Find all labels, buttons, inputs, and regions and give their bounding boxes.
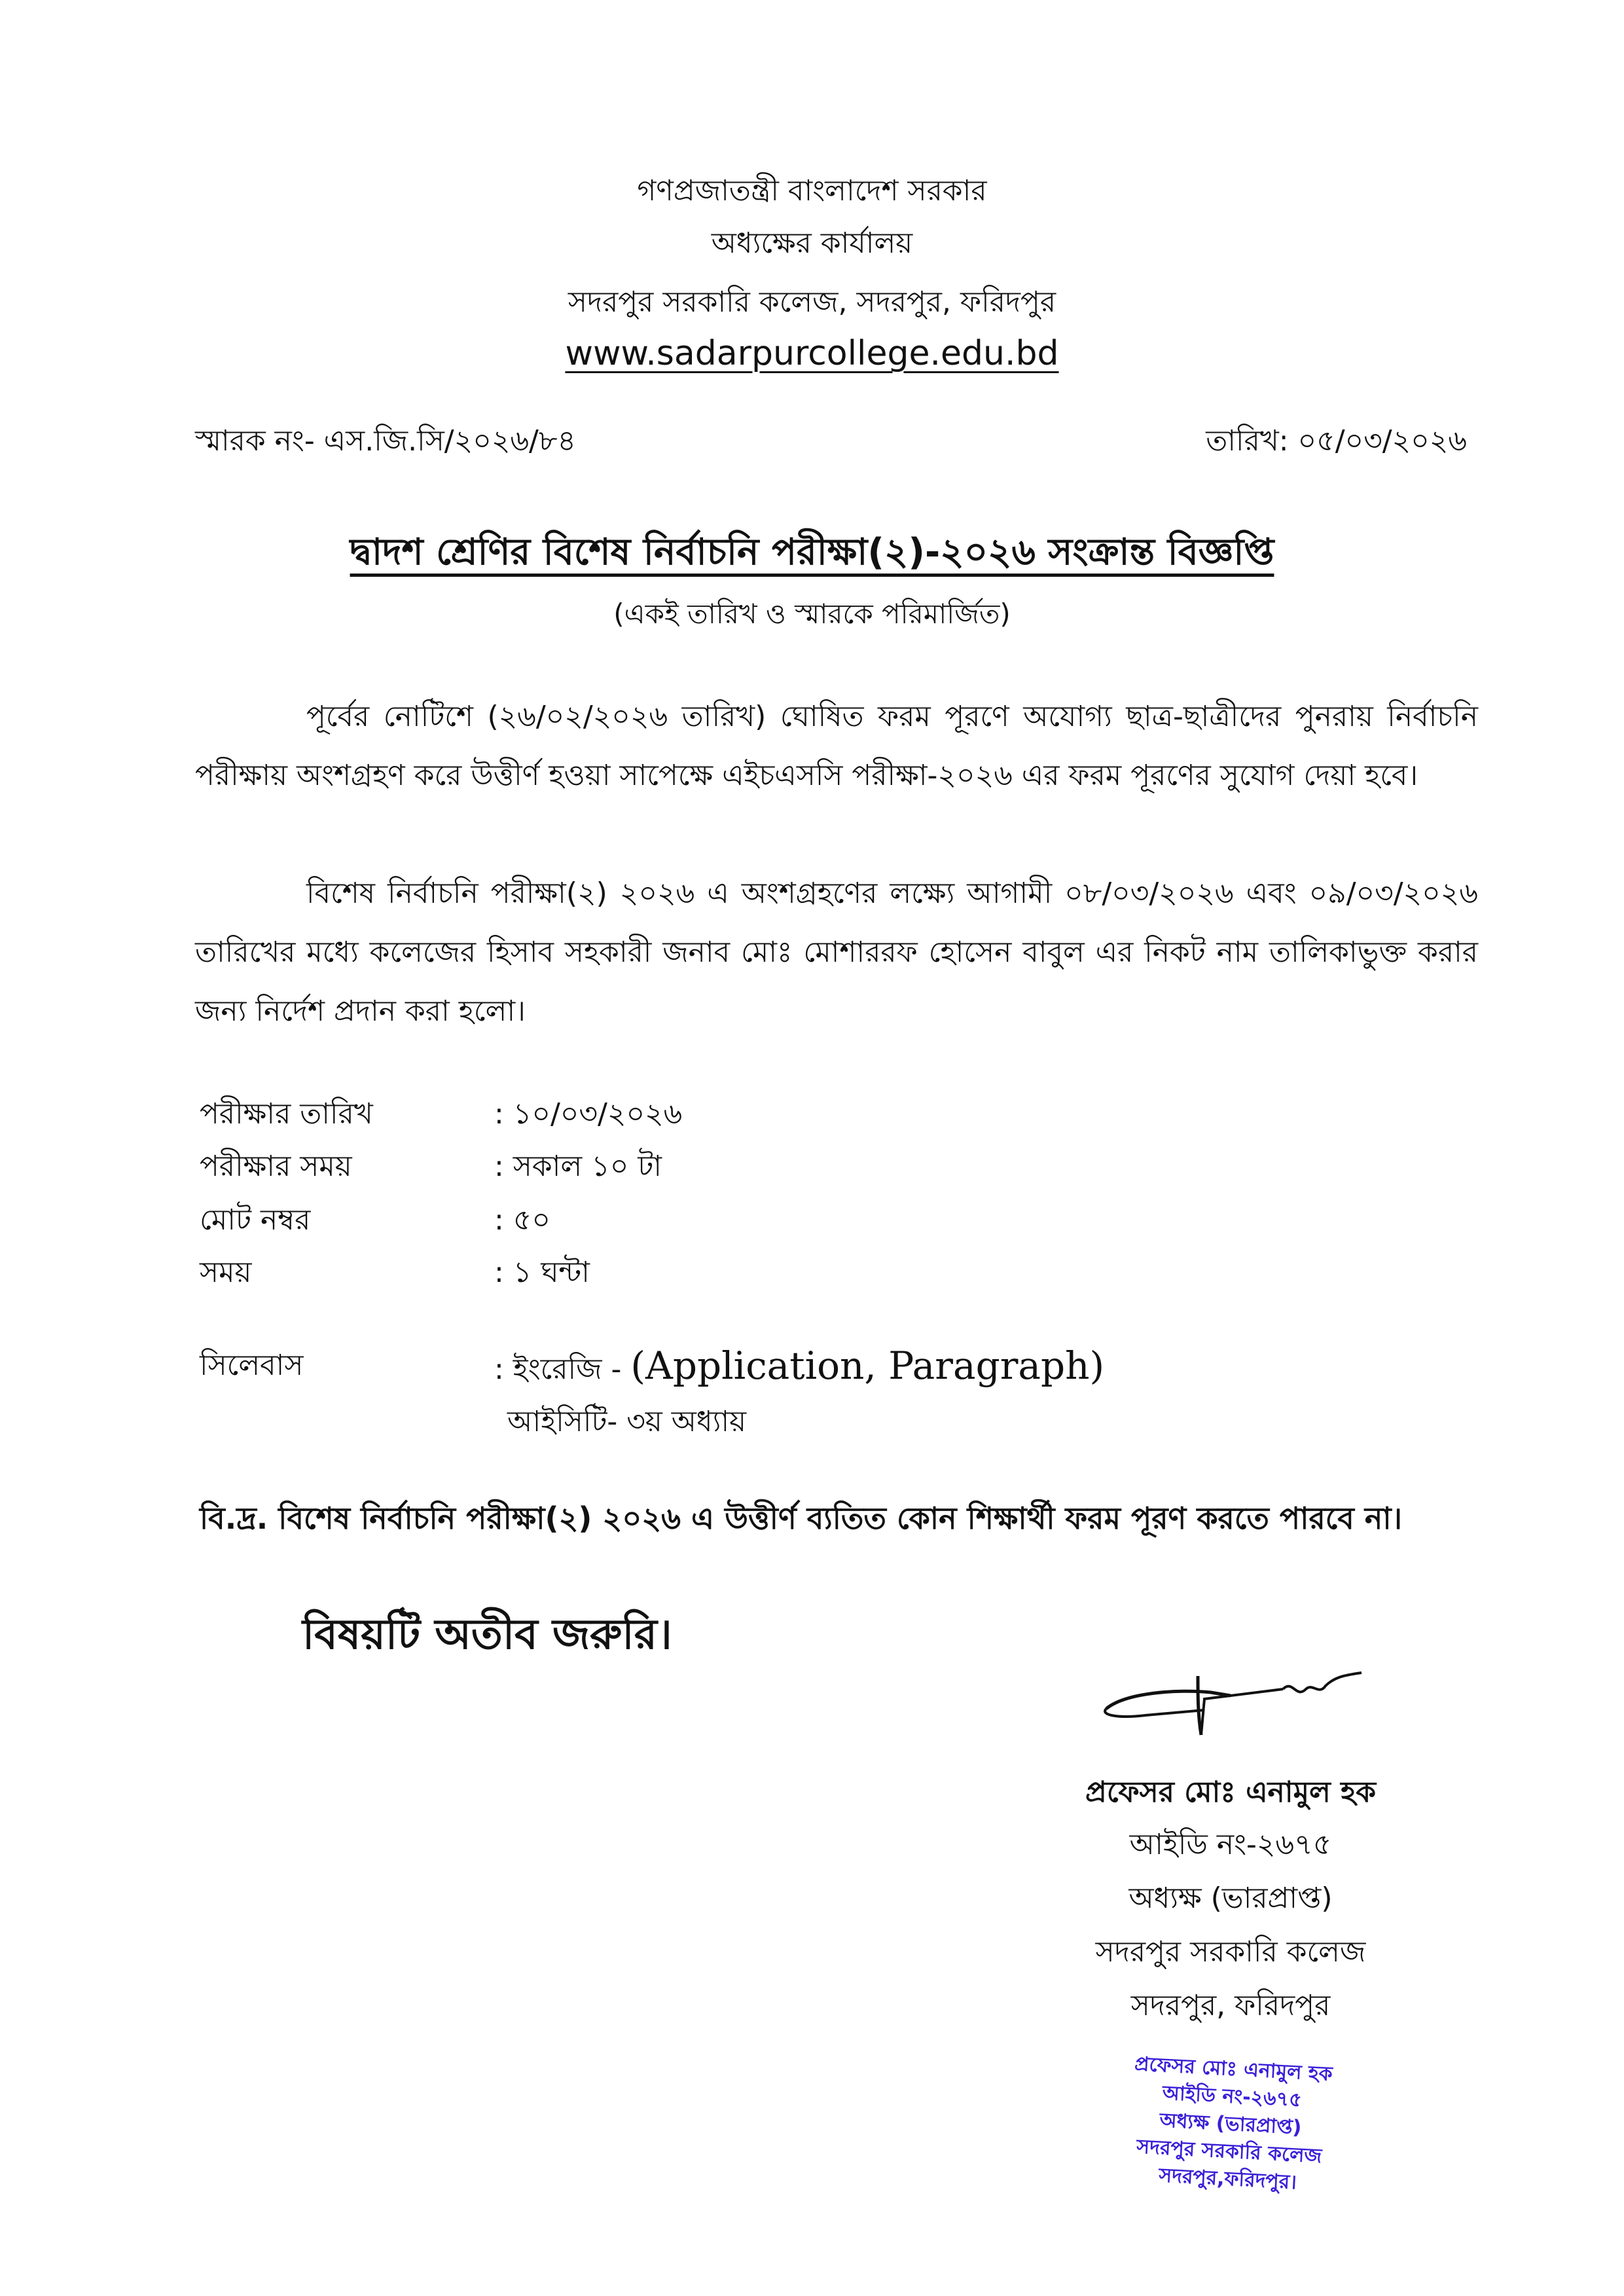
official-seal-stamp	[1057, 2047, 1404, 2202]
college-address: সদরপুর সরকারি কলেজ, সদরপুর, ফরিদপুর	[568, 285, 1056, 319]
special-note: বি.দ্র. বিশেষ নির্বাচনি পরীক্ষা(২) ২০২৬ এ উত্তীর্ণ ব্যতিত কোন শিক্ষার্থী ফরম পূরণ করতে পারবে না।	[200, 1501, 1403, 1536]
total-marks-label: মোট নম্বর	[200, 1203, 311, 1237]
urgent-notice: বিষয়টি অতীব জরুরি।	[302, 1611, 672, 1659]
signatory-designation: অধ্যক্ষ (ভারপ্রাপ্ত)	[1128, 1882, 1333, 1915]
website-link[interactable]: www.sadarpurcollege.edu.bd	[565, 334, 1059, 373]
stamp-line: আইডি নং-২৬৭৫	[1161, 2081, 1303, 2112]
syllabus-english	[494, 1343, 1104, 1395]
signatory-id: আইডি নং-২৬৭৫	[1129, 1828, 1332, 1861]
duration-label: সময়	[200, 1256, 252, 1289]
syllabus-english-topics: (Application, Paragraph)	[630, 1343, 1105, 1388]
notice-title-wrapper	[0, 524, 1624, 585]
paragraph-2: বিশেষ নির্বাচনি পরীক্ষা(২) ২০২৬ এ অংশগ্রহণের লক্ষ্যে আগামী ০৮/০৩/২০২৬ এবং ০৯/০৩/২০২৬ তারিখের মধ্যে কলেজের হিসাব সহকারী জনাব মোঃ মোশাররফ হোসেন বাবুল এর নিকট নাম তালিকাভুক্ত করার জন্য নির্দেশ প্রদান করা হলো।	[195, 877, 1478, 1028]
stamp-line: অধ্যক্ষ (ভারপ্রাপ্ত)	[1159, 2109, 1303, 2140]
syllabus-english-prefix: : ইংরেজি -	[494, 1353, 631, 1386]
government-name: গণপ্রজাতন্ত্রী বাংলাদেশ সরকার	[637, 174, 987, 208]
signature-image	[1100, 1669, 1375, 1755]
notice-subtitle: (একই তারিখ ও স্মারকে পরিমার্জিত)	[613, 598, 1011, 630]
exam-time-label: পরীক্ষার সময়	[200, 1150, 352, 1183]
signatory-name: প্রফেসর মোঃ এনামুল হক	[1085, 1776, 1376, 1809]
stamp-line: প্রফেসর মোঃ এনামুল হক	[1134, 2052, 1333, 2086]
exam-date-value: : ১০/০৩/২০২৬	[494, 1097, 683, 1131]
exam-date-label: পরীক্ষার তারিখ	[200, 1097, 373, 1131]
paragraph-1: পূর্বের নোটিশে (২৬/০২/২০২৬ তারিখ) ঘোষিত ফরম পূরণে অযোগ্য ছাত্র-ছাত্রীদের পুনরায় নির্বাচনি পরীক্ষায় অংশগ্রহণ করে উত্তীর্ণ হওয়া সাপেক্ষে এইচএসসি পরীক্ষা-২০২৬ এর ফরম পূরণের সুযোগ দেয়া হবে।	[195, 700, 1478, 792]
memo-reference: স্মারক নং- এস.জি.সি/২০২৬/৮৪	[195, 424, 576, 458]
signatory-location: সদরপুর, ফরিদপুর	[1130, 1989, 1331, 2022]
exam-time-value: : সকাল ১০ টা	[494, 1150, 662, 1183]
stamp-line: সদরপুর সরকারি কলেজ	[1136, 2135, 1323, 2168]
syllabus-ict: আইসিটি- ৩য় অধ্যায়	[507, 1405, 747, 1438]
stamp-line: সদরপুর,ফরিদপুর।	[1158, 2164, 1297, 2195]
duration-value: : ১ ঘন্টা	[494, 1256, 590, 1289]
office-name: অধ্যক্ষের কার্যালয়	[711, 227, 913, 260]
website-wrapper	[0, 334, 1624, 373]
syllabus-label: সিলেবাস	[200, 1349, 304, 1382]
memo-date: তারিখ: ০৫/০৩/২০২৬	[1206, 424, 1467, 458]
signatory-institution: সদরপুর সরকারি কলেজ	[1095, 1935, 1366, 1969]
total-marks-value: : ৫০	[494, 1203, 550, 1237]
notice-title: দ্বাদশ শ্রেণির বিশেষ নির্বাচনি পরীক্ষা(২)-২০২৬ সংক্রান্ত বিজ্ঞপ্তি	[350, 531, 1274, 574]
